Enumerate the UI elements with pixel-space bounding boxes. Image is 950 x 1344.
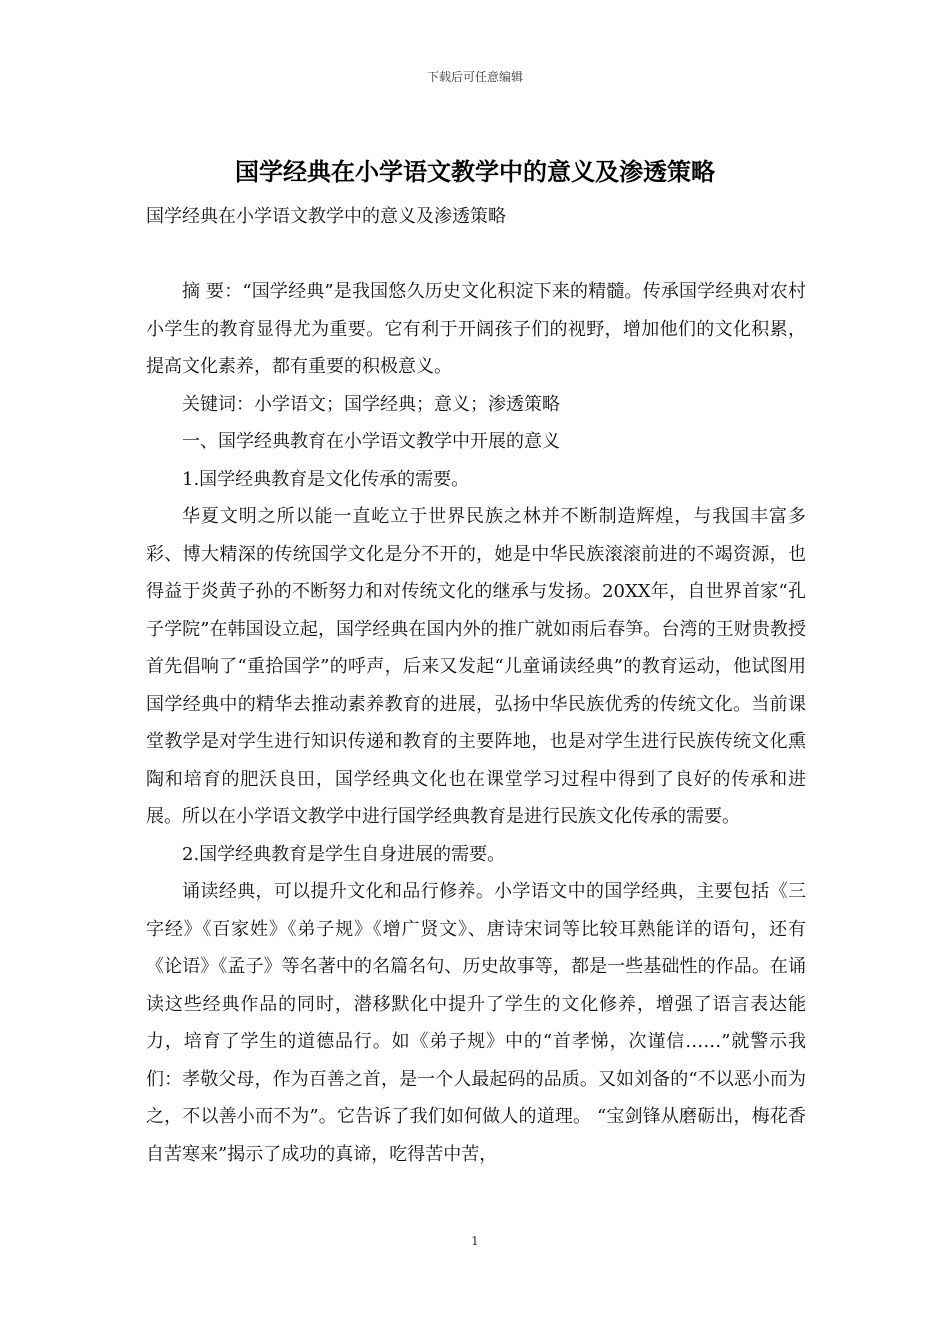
body-paragraph-1: 华夏文明之所以能一直屹立于世界民族之林并不断制造辉煌，与我国丰富多彩、博大精深的传统国学文化是分不开的，她是中华民族滚滚前进的不竭资源，也得益于炎黄子孙的不断努力和对传统文化的继承与发扬。20XX年，自世界首家“孔子学院”在韩国设立起，国学经典在国内外的推广就如雨后春笋。台湾的王财贵教授首先倡响了“重拾国学”的呼声，后来又发起“儿童诵读经典”的教育运动，他试图用国学经典中的精华去推动素养教育的进展，弘扬中华民族优秀的传统文化。当前课堂教学是对学生进行知识传递和教育的主要阵地，也是对学生进行民族传统文化熏陶和培育的肥沃良田，国学经典文化也在课堂学习过程中得到了良好的传承和进展。所以在小学语文教学中进行国学经典教育是进行民族文化传承的需要。 bbox=[146, 506, 806, 827]
body-paragraph-2: 诵读经典，可以提升文化和品行修养。小学语文中的国学经典，主要包括《三字经》《百家姓》《弟子规》《增广贤文》、唐诗宋词等比较耳熟能详的语句，还有《论语》《孟子》等名著中的名篇名句、历史故事等，都是一些基础性的作品。在诵读这些经典作品的同时，潜移默化中提升了学生的文化修养，增强了语言表达能力，培育了学生的道德品行。如《弟子规》中的“首孝悌，次谨信……”就警示我们：孝敬父母，作为百善之首，是一个人最起码的品质。又如刘备的“不以恶小而为之，不以善小而不为”。它告诉了我们如何做人的道理。 “宝剑锋从磨砺出，梅花香自苦寒来”揭示了成功的真谛，吃得苦中苦， bbox=[146, 881, 806, 1165]
document-body bbox=[146, 198, 806, 1173]
section-heading-1: 一、国学经典教育在小学语文教学中开展的意义 bbox=[182, 431, 560, 452]
subsection-heading-2: 2.国学经典教育是学生自身进展的需要。 bbox=[182, 843, 506, 865]
page-number: 1 bbox=[471, 1234, 479, 1248]
page-title: 国学经典在小学语文教学中的意义及渗透策略 bbox=[235, 158, 715, 186]
header-note: 下载后可任意编辑 bbox=[426, 70, 523, 84]
keywords-paragraph: 关键词：小学语文；国学经典；意义；渗透策略 bbox=[182, 393, 560, 415]
abstract-paragraph: 摘 要：“国学经典”是我国悠久历史文化积淀下来的精髓。传承国学经典对农村小学生的教育显得尤为重要。它有利于开阔孩子们的视野，增加他们的文化积累，提高文化素养，都有重要的积极意义。 bbox=[146, 281, 806, 377]
subsection-heading-1: 1.国学经典教育是文化传承的需要。 bbox=[182, 468, 470, 490]
paragraph-spacer bbox=[146, 236, 806, 274]
document-subtitle: 国学经典在小学语文教学中的意义及渗透策略 bbox=[146, 206, 506, 227]
